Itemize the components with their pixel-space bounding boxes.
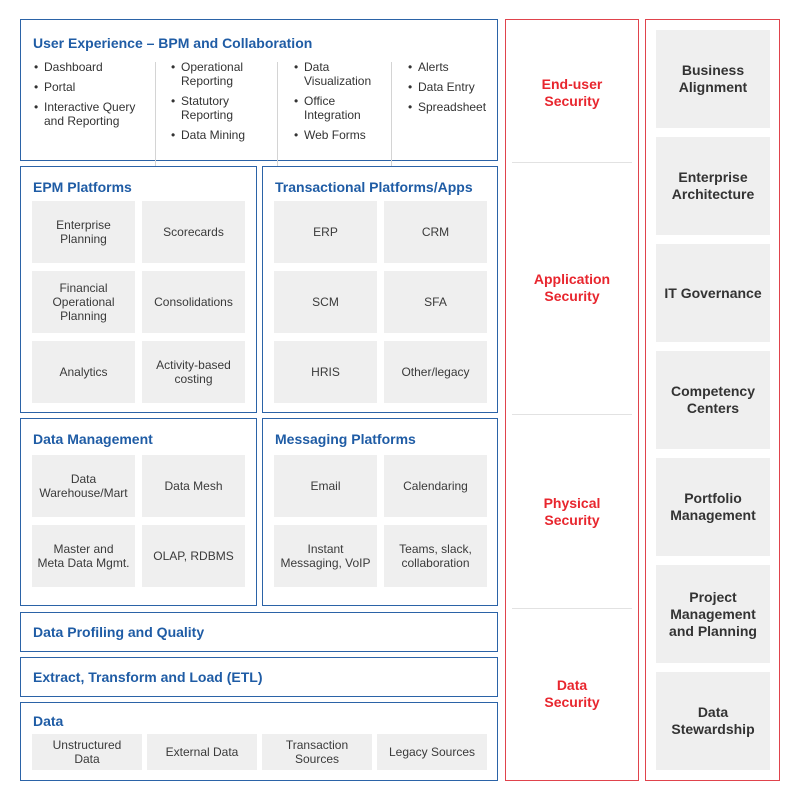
data-source-cell: External Data [147, 734, 257, 770]
data-source-cell: Transaction Sources [262, 734, 372, 770]
transactional-cell: Other/legacy [384, 341, 487, 403]
ux-separator [277, 62, 278, 168]
ux-item: • Interactive Query and Reporting [34, 100, 135, 128]
ux-item: • Spreadsheet [408, 100, 486, 114]
messaging-cell: Instant Messaging, VoIP [274, 525, 377, 587]
messaging-platforms-panel [262, 418, 498, 606]
data-title: Data [33, 713, 64, 729]
governance-cell: Data Stewardship [656, 672, 770, 770]
user-experience-panel [20, 19, 498, 161]
epm-cell: Analytics [32, 341, 135, 403]
data-management-cell: Master and Meta Data Mgmt. [32, 525, 135, 587]
ux-separator [391, 62, 392, 168]
ux-item: • Data Mining [171, 128, 245, 142]
governance-cell: Competency Centers [656, 351, 770, 449]
etl-title: Extract, Transform and Load (ETL) [33, 669, 263, 685]
data-management-panel [20, 418, 257, 606]
data-management-cell: Data Mesh [142, 455, 245, 517]
security-application: Application Security [533, 271, 611, 304]
data-source-cell: Legacy Sources [377, 734, 487, 770]
security-column [505, 19, 639, 781]
ux-item: • Office Integration [294, 94, 371, 122]
ux-item: • Dashboard [34, 60, 135, 74]
data-management-cell: Data Warehouse/Mart [32, 455, 135, 517]
security-physical: Physical Security [543, 495, 601, 528]
ux-item: • Statutory Reporting [171, 94, 245, 122]
data-profiling-panel [20, 612, 498, 652]
epm-cell: Scorecards [142, 201, 245, 263]
messaging-cell: Email [274, 455, 377, 517]
ux-column-2 [171, 60, 245, 148]
security-divider [512, 608, 632, 609]
transactional-cell: SFA [384, 271, 487, 333]
security-data: Data Security [544, 677, 600, 710]
transactional-cell: ERP [274, 201, 377, 263]
transactional-cell: CRM [384, 201, 487, 263]
messaging-cell: Teams, slack, collaboration [384, 525, 487, 587]
messaging-platforms-title: Messaging Platforms [275, 431, 416, 447]
epm-platforms-panel [20, 166, 257, 413]
ux-item: • Operational Reporting [171, 60, 245, 88]
transactional-cell: SCM [274, 271, 377, 333]
governance-column [645, 19, 780, 781]
data-profiling-title: Data Profiling and Quality [33, 624, 205, 640]
governance-cell: Portfolio Management [656, 458, 770, 556]
ux-separator [155, 62, 156, 168]
epm-cell: Activity-based costing [142, 341, 245, 403]
data-management-cell: OLAP, RDBMS [142, 525, 245, 587]
messaging-cell: Calendaring [384, 455, 487, 517]
user-experience-title: User Experience – BPM and Collaboration [33, 35, 313, 51]
governance-cell: Business Alignment [656, 30, 770, 128]
transactional-platforms-panel [262, 166, 498, 413]
ux-item: • Web Forms [294, 128, 371, 142]
data-source-cell: Unstructured Data [32, 734, 142, 770]
transactional-platforms-title: Transactional Platforms/Apps [275, 179, 473, 195]
data-management-title: Data Management [33, 431, 153, 447]
ux-item: • Data Entry [408, 80, 486, 94]
epm-platforms-title: EPM Platforms [33, 179, 132, 195]
governance-cell: Project Management and Planning [656, 565, 770, 663]
ux-column-1 [34, 60, 135, 134]
etl-panel [20, 657, 498, 697]
ux-item: • Portal [34, 80, 135, 94]
security-end-user: End-user Security [541, 76, 603, 109]
epm-cell: Consolidations [142, 271, 245, 333]
epm-cell: Financial Operational Planning [32, 271, 135, 333]
governance-cell: IT Governance [656, 244, 770, 342]
ux-item: • Data Visualization [294, 60, 371, 88]
data-panel [20, 702, 498, 781]
security-divider [512, 162, 632, 163]
governance-cell: Enterprise Architecture [656, 137, 770, 235]
ux-column-4 [408, 60, 486, 120]
ux-column-3 [294, 60, 371, 148]
security-divider [512, 414, 632, 415]
transactional-cell: HRIS [274, 341, 377, 403]
ux-item: • Alerts [408, 60, 486, 74]
epm-cell: Enterprise Planning [32, 201, 135, 263]
